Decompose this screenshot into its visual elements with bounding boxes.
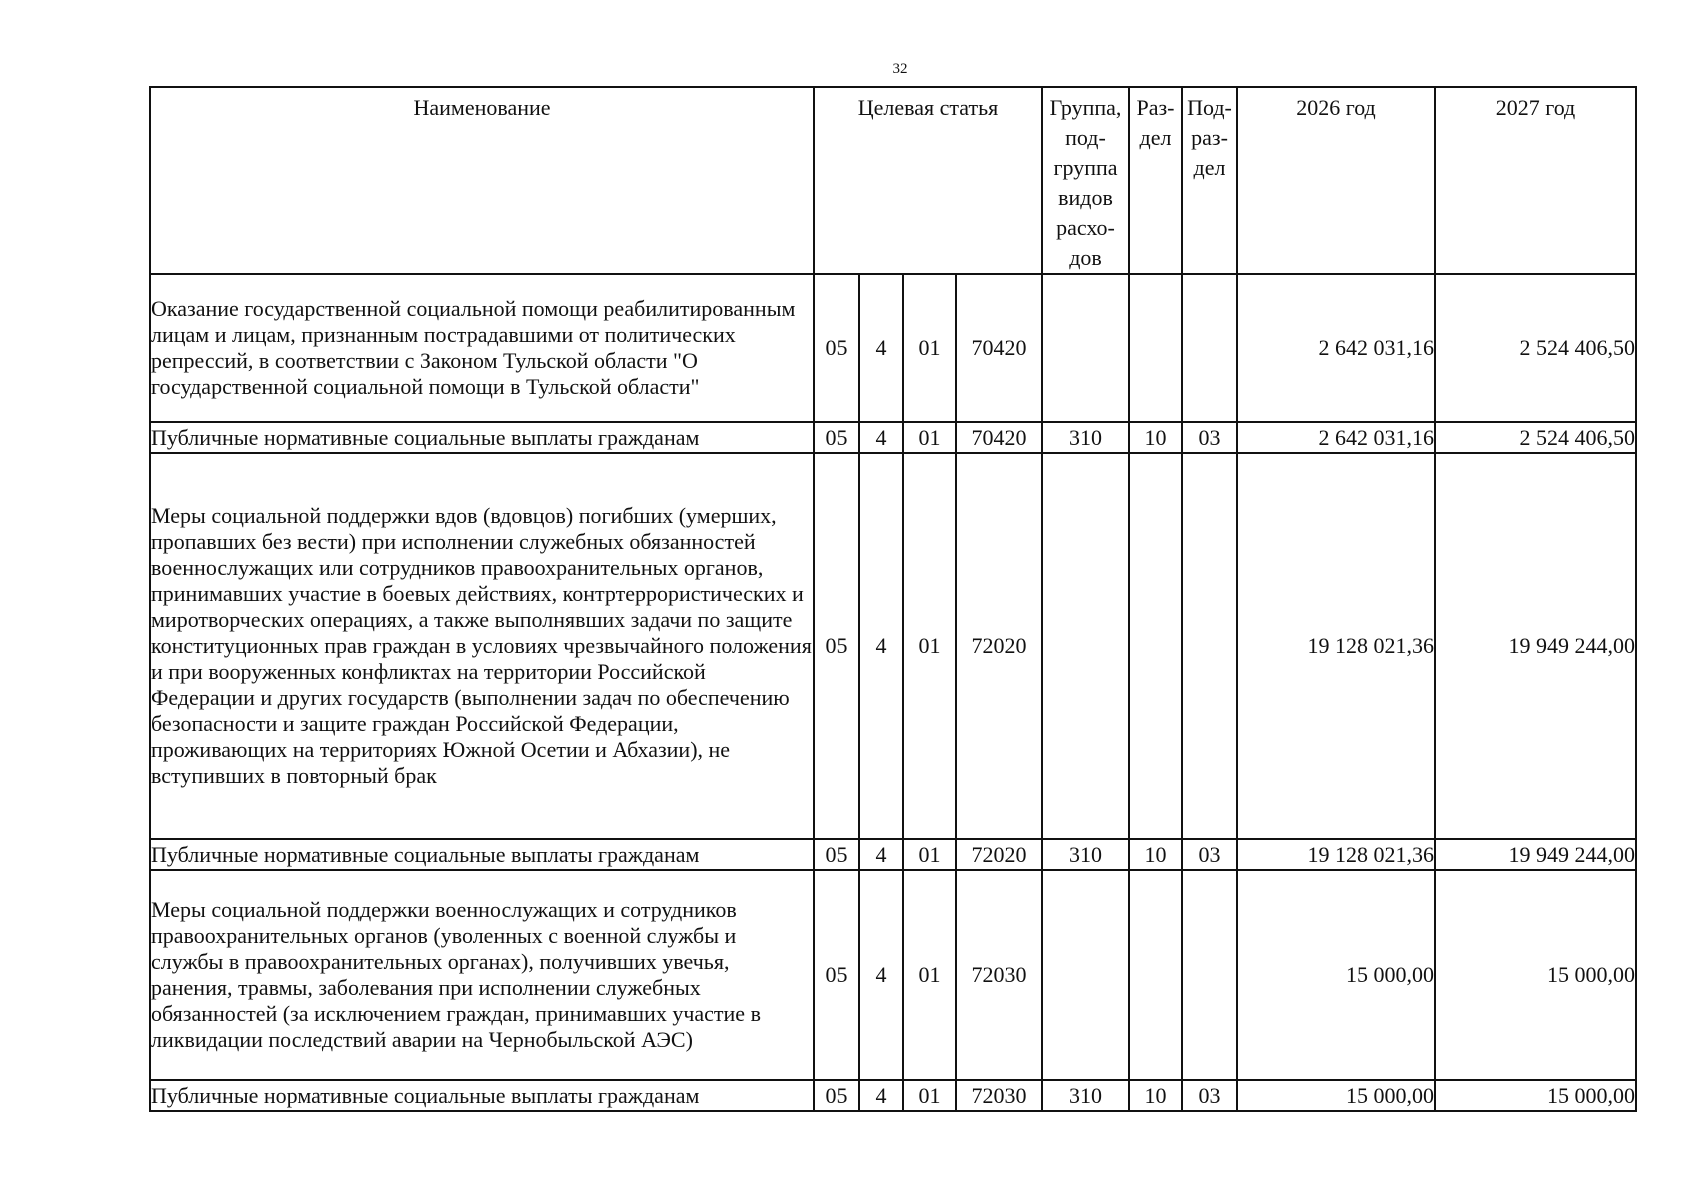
code-group: 310 [1042,422,1129,453]
amount-2026: 19 128 021,36 [1237,839,1435,870]
header-group: Группа, под-группа видов расхо-дов [1042,87,1129,274]
amount-2026: 19 128 021,36 [1237,453,1435,839]
row-name: Публичные нормативные социальные выплаты гражданам [150,839,814,870]
amount-2027: 15 000,00 [1435,870,1636,1080]
code-program: 05 [814,1080,859,1111]
header-year-2026: 2026 год [1237,87,1435,274]
code-direction: 70420 [956,422,1042,453]
amount-2027: 15 000,00 [1435,1080,1636,1111]
code-section [1129,453,1182,839]
code-subprogram: 01 [903,422,956,453]
table-row [150,839,1636,870]
code-type: 4 [859,1080,903,1111]
code-direction: 72030 [956,870,1042,1080]
table-row [150,870,1636,1080]
amount-2027: 19 949 244,00 [1435,839,1636,870]
table-row [150,422,1636,453]
code-section: 10 [1129,839,1182,870]
table-header-row [150,87,1636,274]
code-subsection: 03 [1182,1080,1237,1111]
code-direction: 72020 [956,839,1042,870]
code-section: 10 [1129,422,1182,453]
header-name: Наименование [150,87,814,274]
table-row [150,1080,1636,1111]
code-subsection: 03 [1182,839,1237,870]
code-type: 4 [859,422,903,453]
code-program: 05 [814,839,859,870]
amount-2026: 2 642 031,16 [1237,422,1435,453]
row-name: Публичные нормативные социальные выплаты гражданам [150,1080,814,1111]
code-type: 4 [859,274,903,422]
row-name: Меры социальной поддержки военнослужащих и сотрудников правоохранительных органов (уволенных с военной службы и службы в правоохранительных органах), получивших увечья, ранения, травмы, заболевания при исполнении служебных обязанностей (за исключением граждан, принимавших участие в ликвидации последствий аварии на Чернобыльской АЭС) [150,870,814,1080]
header-section: Раз-дел [1129,87,1182,274]
code-program: 05 [814,274,859,422]
code-subprogram: 01 [903,1080,956,1111]
code-group: 310 [1042,1080,1129,1111]
amount-2026: 15 000,00 [1237,870,1435,1080]
code-program: 05 [814,870,859,1080]
page-number: 32 [892,61,908,77]
code-type: 4 [859,453,903,839]
amount-2027: 19 949 244,00 [1435,453,1636,839]
code-group: 310 [1042,839,1129,870]
amount-2027: 2 524 406,50 [1435,274,1636,422]
code-type: 4 [859,870,903,1080]
code-group [1042,453,1129,839]
code-subprogram: 01 [903,839,956,870]
code-type: 4 [859,839,903,870]
code-subsection [1182,453,1237,839]
code-group [1042,274,1129,422]
code-direction: 72020 [956,453,1042,839]
table-row [150,453,1636,839]
code-section [1129,870,1182,1080]
amount-2026: 2 642 031,16 [1237,274,1435,422]
code-direction: 72030 [956,1080,1042,1111]
table-row [150,274,1636,422]
code-section: 10 [1129,1080,1182,1111]
code-subsection: 03 [1182,422,1237,453]
code-program: 05 [814,422,859,453]
amount-2027: 2 524 406,50 [1435,422,1636,453]
row-name: Оказание государственной социальной помощи реабилитированным лицам и лицам, признанным пострадавшими от политических репрессий, в соответствии с Законом Тульской области "О государственной социальной помощи в Тульской области" [150,274,814,422]
code-group [1042,870,1129,1080]
amount-2026: 15 000,00 [1237,1080,1435,1111]
row-name: Публичные нормативные социальные выплаты гражданам [150,422,814,453]
code-subsection [1182,870,1237,1080]
code-subprogram: 01 [903,870,956,1080]
code-section [1129,274,1182,422]
code-direction: 70420 [956,274,1042,422]
header-subsection: Под-раз-дел [1182,87,1237,274]
code-program: 05 [814,453,859,839]
code-subprogram: 01 [903,274,956,422]
row-name: Меры социальной поддержки вдов (вдовцов) погибших (умерших, пропавших без вести) при исполнении служебных обязанностей военнослужащих или сотрудников правоохранительных органов, принимавших участие в боевых действиях, контртеррористических и миротворческих операциях, а также выполнявших задачи по защите конституционных прав граждан в условиях чрезвычайного положения и при вооруженных конфликтах на территории Российской Федерации и других государств (выполнении задач по обеспечению безопасности и защите граждан Российской Федерации, проживающих на территориях Южной Осетии и Абхазии), не вступивших в повторный брак [150,453,814,839]
header-target-article: Целевая статья [814,87,1042,274]
code-subprogram: 01 [903,453,956,839]
budget-table [149,86,1637,1112]
code-subsection [1182,274,1237,422]
header-year-2027: 2027 год [1435,87,1636,274]
